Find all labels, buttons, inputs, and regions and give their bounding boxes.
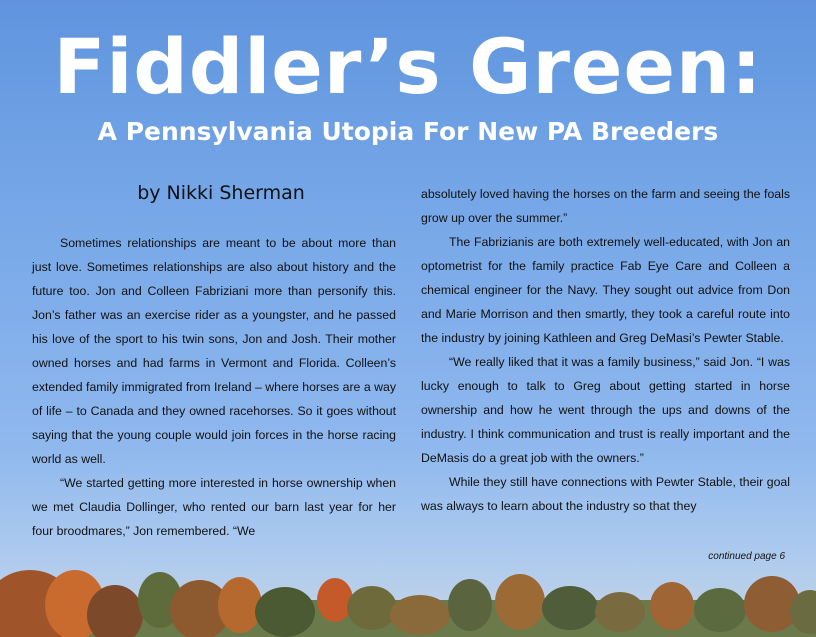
paragraph-continuation: absolutely loved having the horses on the farm and seeing the foals grow up over the summer.”	[421, 187, 790, 225]
continued-note: continued page 6	[708, 551, 785, 562]
autumn-treeline-image	[0, 560, 816, 637]
byline: by Nikki Sherman	[137, 182, 305, 204]
article-subtitle: A Pennsylvania Utopia For New PA Breeders	[97, 117, 719, 146]
paragraph: “We started getting more interested in horse ownership when we met Claudia Dollinger, who rented our barn last year for her four broodmares,” Jon remembered. “We	[32, 476, 396, 538]
text-column-right	[421, 182, 790, 518]
paragraph: Sometimes relationships are meant to be about more than just love. Sometimes relationships are also about history and the future too. Jon and Colleen Fabriziani more than personify this. Jon’s father was an exercise rider as a youngster, and he passed his love of the sport to his twin sons, Jon and Josh. Their mother owned horses and had farms in Vermont and Florida. Colleen’s extended family immigrated from Ireland – where horses are a way of life – to Canada and they owned racehorses. So it goes without saying that the young couple would join forces in the horse racing world as well.	[32, 236, 396, 466]
article-title: Fiddler’s Green:	[53, 22, 763, 111]
text-column-left	[32, 231, 396, 543]
paragraph: “We really liked that it was a family business,” said Jon. “I was lucky enough to talk to Greg about getting started in horse ownership and how he went through the ups and downs of the industry. I think communication and trust is really important and the DeMasis do a great job with the owners.”	[421, 355, 790, 465]
paragraph: While they still have connections with Pewter Stable, their goal was always to learn about the industry so that they	[421, 475, 790, 513]
paragraph: The Fabrizianis are both extremely well-educated, with Jon an optometrist for the family practice Fab Eye Care and Colleen a chemical engineer for the Navy. They sought out advice from Don and Marie Morrison and then smartly, they took a careful route into the industry by joining Kathleen and Greg DeMasi’s Pewter Stable.	[421, 235, 790, 345]
